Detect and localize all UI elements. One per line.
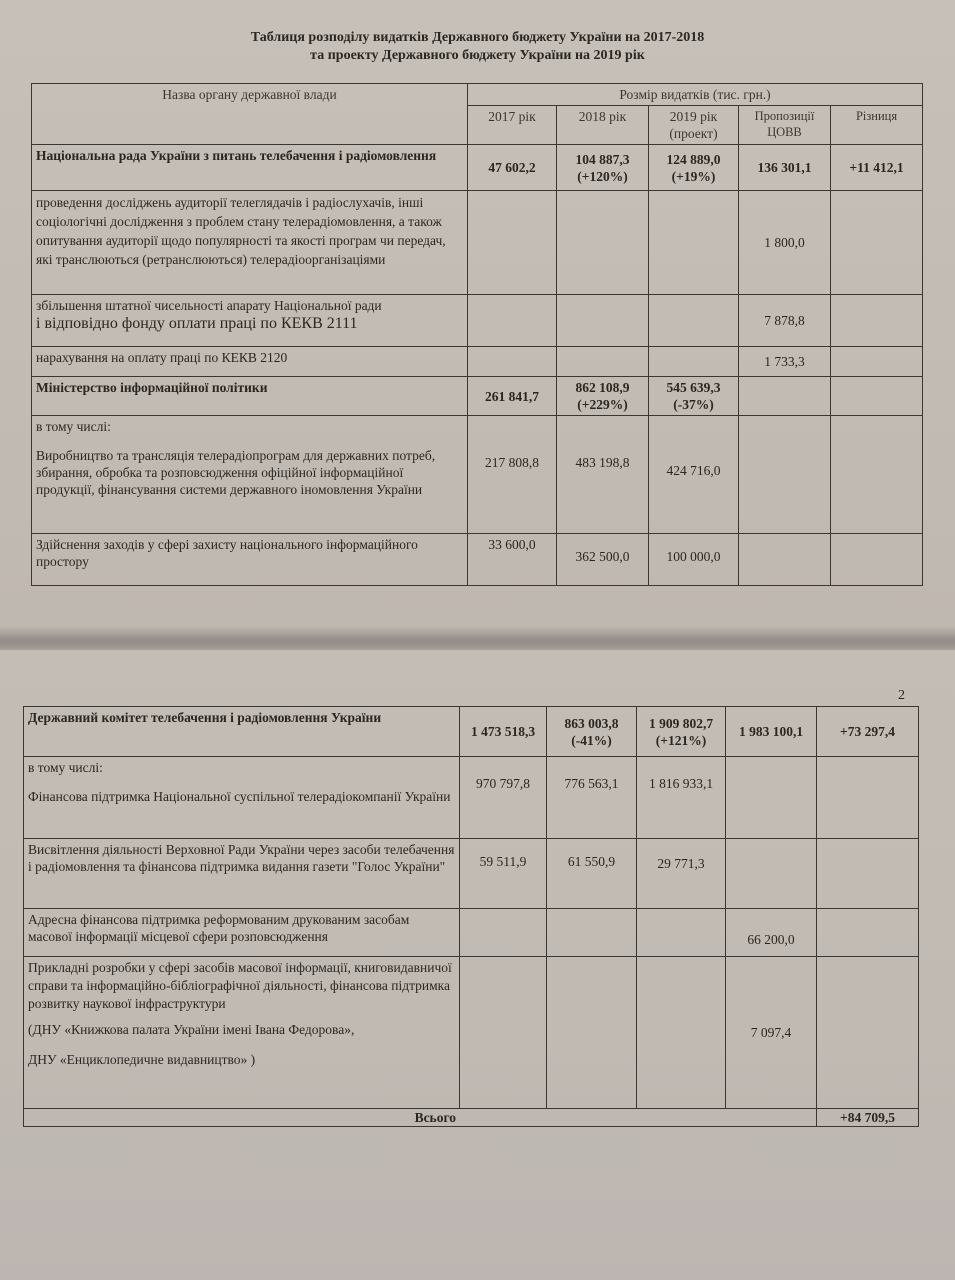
page-number: 2 bbox=[898, 688, 905, 703]
table-row bbox=[24, 839, 919, 909]
value-2018-amount: 862 108,9 bbox=[575, 380, 630, 395]
row-name bbox=[24, 957, 460, 1109]
value-difference bbox=[831, 416, 923, 534]
value-proposals: 136 301,1 bbox=[739, 145, 831, 191]
value-2019-amount: 1 909 802,7 bbox=[648, 715, 714, 731]
row-note-line1: (ДНУ «Книжкова палата України імені Івана Федорова», bbox=[28, 1022, 355, 1037]
header-2019-year: 2019 рік bbox=[669, 109, 718, 124]
header-row-1 bbox=[32, 84, 923, 106]
value-2019-amount: 424 716,0 bbox=[666, 463, 721, 478]
value-proposals bbox=[726, 757, 817, 839]
row-name bbox=[32, 295, 468, 347]
table-row bbox=[32, 295, 923, 347]
row-name-line2: і відповідно фонду оплати праці по КЕКВ 2111 bbox=[36, 315, 358, 332]
row-name: Висвітлення діяльності Верховної Ради України через засоби телебачення і радіомовлення та фінансова підтримка видання газети "Голос України" bbox=[24, 839, 460, 909]
value-2019 bbox=[649, 347, 739, 377]
row-name-text: Фінансова підтримка Національної суспільної телерадіокомпанії України bbox=[28, 789, 451, 804]
value-proposals: 1 733,3 bbox=[739, 347, 831, 377]
value-2018-amount: 61 550,9 bbox=[567, 854, 616, 869]
table-row bbox=[32, 377, 923, 416]
value-2018-amount: 362 500,0 bbox=[575, 549, 630, 564]
value-2017: 33 600,0 bbox=[468, 534, 557, 586]
total-row bbox=[24, 1109, 919, 1127]
row-name: Національна рада України з питань телебачення і радіомовлення bbox=[32, 145, 468, 191]
row-prefix: в тому числі: bbox=[28, 760, 103, 775]
budget-table-page-2 bbox=[23, 706, 919, 1127]
value-difference bbox=[817, 757, 919, 839]
header-proposals-line2: ЦОВВ bbox=[767, 125, 802, 139]
value-2018-amount: 863 003,8 bbox=[564, 715, 619, 731]
value-proposals bbox=[726, 839, 817, 909]
value-2018 bbox=[547, 707, 637, 757]
value-2018-pct: (+229%) bbox=[577, 397, 628, 412]
total-label: Всього bbox=[24, 1109, 817, 1127]
value-difference bbox=[817, 839, 919, 909]
row-name: Адресна фінансова підтримка реформованим друкованим засобам масової інформації місцевої сфери розповсюдження bbox=[24, 909, 460, 957]
value-2017 bbox=[468, 191, 557, 295]
header-2019-note: (проект) bbox=[669, 126, 718, 141]
value-2019 bbox=[649, 416, 739, 534]
value-2018 bbox=[547, 909, 637, 957]
value-2018-amount: 776 563,1 bbox=[564, 776, 619, 791]
total-difference: +84 709,5 bbox=[817, 1109, 919, 1127]
value-2018 bbox=[557, 534, 649, 586]
value-2019-amount: 1 816 933,1 bbox=[648, 776, 714, 791]
header-2017: 2017 рік bbox=[468, 106, 557, 145]
row-name: Міністерство інформаційної політики bbox=[32, 377, 468, 416]
table-row bbox=[24, 757, 919, 839]
value-2019 bbox=[649, 191, 739, 295]
value-2018 bbox=[557, 377, 649, 416]
value-2019-amount: 100 000,0 bbox=[666, 549, 721, 564]
value-proposals: 7 097,4 bbox=[726, 957, 817, 1109]
value-proposals bbox=[739, 534, 831, 586]
value-2019 bbox=[637, 909, 726, 957]
value-2017 bbox=[468, 295, 557, 347]
header-name: Назва органу державної влади bbox=[32, 84, 468, 145]
table-row bbox=[24, 707, 919, 757]
value-2017 bbox=[460, 839, 547, 909]
table-row bbox=[32, 191, 923, 295]
value-2019 bbox=[637, 707, 726, 757]
value-difference bbox=[831, 295, 923, 347]
value-2018-amount: 483 198,8 bbox=[575, 455, 630, 470]
row-name-text: Виробництво та трансляція телерадіопрограм для державних потреб, збирання, обробка та розповсюдження офіційної інформаційної продукції, фінансування системи державного іномовлення України bbox=[36, 448, 436, 497]
value-2019-amount: 29 771,3 bbox=[657, 856, 705, 871]
row-name: проведення досліджень аудиторії телеглядачів і радіослухачів, інші соціологічні дослідження з проблем стану телерадіомовлення, а також опитування аудиторії щодо популярності та якості програм чи передач, які транслюються (ретранслюються) телерадіоорганізаціями bbox=[32, 191, 468, 295]
budget-table-page-1 bbox=[31, 83, 923, 586]
value-proposals: 1 983 100,1 bbox=[726, 707, 817, 757]
value-proposals bbox=[739, 377, 831, 416]
value-difference bbox=[817, 957, 919, 1109]
row-prefix: в тому числі: bbox=[36, 419, 111, 434]
table-row bbox=[32, 145, 923, 191]
value-proposals: 1 800,0 bbox=[739, 191, 831, 295]
value-2019 bbox=[637, 957, 726, 1109]
value-2019 bbox=[649, 295, 739, 347]
document-page-1 bbox=[0, 0, 955, 635]
value-2018 bbox=[557, 145, 649, 191]
value-proposals-amount: 66 200,0 bbox=[747, 932, 795, 947]
value-2019-pct: (-37%) bbox=[673, 397, 714, 412]
table-row bbox=[24, 957, 919, 1109]
value-2017 bbox=[468, 347, 557, 377]
value-2018-pct: (-41%) bbox=[571, 732, 612, 748]
value-2019-amount: 124 889,0 bbox=[666, 151, 721, 167]
title-line-1: Таблиця розподілу видатків Державного бюджету України на 2017-2018 bbox=[250, 30, 705, 45]
value-2019 bbox=[637, 757, 726, 839]
value-2018 bbox=[547, 839, 637, 909]
value-2018 bbox=[557, 347, 649, 377]
value-2019 bbox=[649, 377, 739, 416]
value-proposals bbox=[726, 909, 817, 957]
value-difference: +11 412,1 bbox=[831, 145, 923, 191]
value-2018 bbox=[547, 957, 637, 1109]
value-difference bbox=[831, 191, 923, 295]
title-line-2: та проекту Державного бюджету України на 2019 рік bbox=[310, 48, 645, 63]
row-name bbox=[24, 757, 460, 839]
value-2019-pct: (+19%) bbox=[671, 168, 716, 184]
header-expenses-group: Розмір видатків (тис. грн.) bbox=[468, 84, 923, 106]
value-2017: 47 602,2 bbox=[468, 145, 557, 191]
value-difference: +73 297,4 bbox=[817, 707, 919, 757]
value-2017-amount: 59 511,9 bbox=[479, 854, 527, 869]
value-2019 bbox=[649, 534, 739, 586]
document-title bbox=[0, 29, 955, 65]
value-2017-amount: 217 808,8 bbox=[485, 455, 539, 470]
row-name-text: Прикладні розробки у сфері засобів масової інформації, книговидавничої справи та інформаційно-бібліографічної діяльності, фінансова підтримка розвитку наукової інфраструктури bbox=[28, 960, 452, 1011]
table-row bbox=[32, 416, 923, 534]
value-2017 bbox=[460, 909, 547, 957]
value-2017: 1 473 518,3 bbox=[460, 707, 547, 757]
value-2019 bbox=[637, 839, 726, 909]
header-proposals-line1: Пропозиції bbox=[754, 109, 815, 123]
row-name-line1: збільшення штатної чисельності апарату Національної ради bbox=[36, 298, 382, 313]
value-2019 bbox=[649, 145, 739, 191]
value-2018 bbox=[547, 757, 637, 839]
value-2018 bbox=[557, 295, 649, 347]
row-name: нарахування на оплату праці по КЕКВ 2120 bbox=[32, 347, 468, 377]
value-2018 bbox=[557, 191, 649, 295]
value-proposals: 7 878,8 bbox=[739, 295, 831, 347]
value-difference bbox=[817, 909, 919, 957]
table-row bbox=[32, 347, 923, 377]
header-2018: 2018 рік bbox=[557, 106, 649, 145]
header-difference: Різниця bbox=[831, 106, 923, 145]
value-difference bbox=[831, 377, 923, 416]
value-difference bbox=[831, 534, 923, 586]
value-2018-pct: (+120%) bbox=[577, 168, 628, 184]
row-name: Державний комітет телебачення і радіомовлення України bbox=[24, 707, 460, 757]
value-proposals bbox=[739, 416, 831, 534]
table-row bbox=[24, 909, 919, 957]
row-name bbox=[32, 416, 468, 534]
row-note-line2: ДНУ «Енциклопедичне видавництво» ) bbox=[28, 1052, 256, 1067]
value-difference bbox=[831, 347, 923, 377]
value-2017 bbox=[460, 957, 547, 1109]
value-2018-amount: 104 887,3 bbox=[575, 151, 630, 167]
value-2019-amount: 545 639,3 bbox=[666, 380, 721, 395]
value-2017 bbox=[460, 757, 547, 839]
row-name: Здійснення заходів у сфері захисту національного інформаційного простору bbox=[32, 534, 468, 586]
value-2017 bbox=[468, 416, 557, 534]
value-2017-amount: 970 797,8 bbox=[476, 776, 530, 791]
header-proposals bbox=[739, 106, 831, 145]
header-2019 bbox=[649, 106, 739, 145]
value-2019-pct: (+121%) bbox=[655, 732, 707, 748]
value-2018 bbox=[557, 416, 649, 534]
table-row bbox=[32, 534, 923, 586]
value-2017: 261 841,7 bbox=[468, 377, 557, 416]
